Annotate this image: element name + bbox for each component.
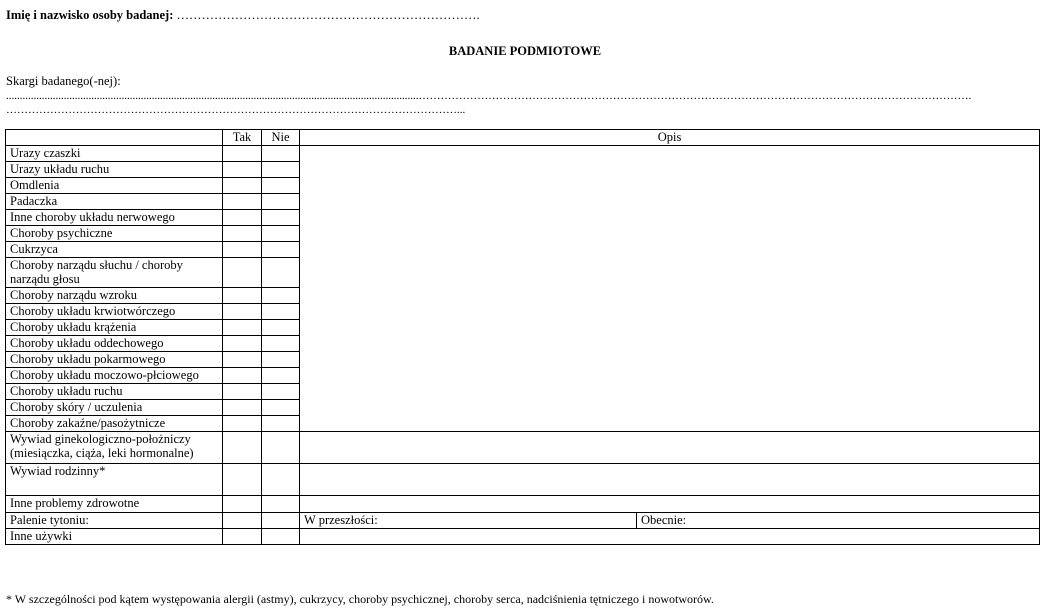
opis-cell[interactable] [300, 496, 1040, 513]
tak-cell[interactable] [223, 226, 262, 242]
nie-cell[interactable] [262, 529, 300, 545]
tak-cell[interactable] [223, 242, 262, 258]
nie-cell[interactable] [262, 178, 300, 194]
tak-cell[interactable] [223, 162, 262, 178]
header-nie: Nie [262, 130, 300, 146]
nie-cell[interactable] [262, 384, 300, 400]
nie-cell[interactable] [262, 368, 300, 384]
tak-cell[interactable] [223, 432, 262, 464]
header-condition [6, 130, 223, 146]
table-row-other-stimulants [6, 529, 1040, 545]
nie-cell[interactable] [262, 146, 300, 162]
other-stimulants-label: Inne używki [6, 529, 223, 545]
table-row-gyn-history [6, 432, 1040, 464]
complaints-label: Skargi badanego(-nej): [6, 74, 121, 88]
tak-cell[interactable] [223, 336, 262, 352]
other-health-label: Inne problemy zdrowotne [6, 496, 223, 513]
tak-cell[interactable] [223, 178, 262, 194]
condition-label: Choroby narządu słuchu / choroby narządu głosu [6, 258, 223, 288]
condition-label: Choroby zakaźne/pasożytnicze [6, 416, 223, 432]
nie-cell[interactable] [262, 464, 300, 496]
gyn-history-label: Wywiad ginekologiczno-położniczy (miesiączka, ciąża, leki hormonalne) [6, 432, 223, 464]
nie-cell[interactable] [262, 288, 300, 304]
tak-cell[interactable] [223, 513, 262, 529]
complaints-dots-line-2[interactable]: ……………………………………………………………………………………………………………... [6, 104, 466, 116]
header-tak: Tak [223, 130, 262, 146]
condition-label: Choroby układu krążenia [6, 320, 223, 336]
tak-cell[interactable] [223, 288, 262, 304]
person-name-dots[interactable]: ………………………………………………………………. [176, 8, 480, 22]
opis-cell[interactable] [300, 529, 1040, 545]
family-history-label: Wywiad rodzinny* [6, 464, 223, 496]
condition-label: Choroby psychiczne [6, 226, 223, 242]
condition-label: Choroby skóry / uczulenia [6, 400, 223, 416]
condition-label: Cukrzyca [6, 242, 223, 258]
condition-label: Choroby układu ruchu [6, 384, 223, 400]
tak-cell[interactable] [223, 400, 262, 416]
condition-label: Omdlenia [6, 178, 223, 194]
nie-cell[interactable] [262, 496, 300, 513]
complaints-dots-line-1[interactable]: ......................................................................................................................................................……………………………………………………………………………………………………………………………………. [6, 90, 972, 102]
tak-cell[interactable] [223, 210, 262, 226]
nie-cell[interactable] [262, 400, 300, 416]
nie-cell[interactable] [262, 352, 300, 368]
nie-cell[interactable] [262, 336, 300, 352]
nie-cell[interactable] [262, 513, 300, 529]
tak-cell[interactable] [223, 529, 262, 545]
nie-cell[interactable] [262, 242, 300, 258]
nie-cell[interactable] [262, 162, 300, 178]
tak-cell[interactable] [223, 194, 262, 210]
tak-cell[interactable] [223, 384, 262, 400]
tak-cell[interactable] [223, 146, 262, 162]
smoking-current-cell[interactable]: Obecnie: [637, 513, 1040, 529]
nie-cell[interactable] [262, 416, 300, 432]
nie-cell[interactable] [262, 304, 300, 320]
condition-label: Urazy czaszki [6, 146, 223, 162]
table-row-other-health [6, 496, 1040, 513]
condition-label: Choroby układu pokarmowego [6, 352, 223, 368]
tak-cell[interactable] [223, 368, 262, 384]
tak-cell[interactable] [223, 464, 262, 496]
tak-cell[interactable] [223, 496, 262, 513]
tak-cell[interactable] [223, 352, 262, 368]
condition-label: Urazy układu ruchu [6, 162, 223, 178]
condition-label: Choroby układu oddechowego [6, 336, 223, 352]
condition-label: Choroby narządu wzroku [6, 288, 223, 304]
header-opis: Opis [300, 130, 1040, 146]
person-name-line [6, 8, 480, 23]
tak-cell[interactable] [223, 320, 262, 336]
condition-label: Inne choroby układu nerwowego [6, 210, 223, 226]
tak-cell[interactable] [223, 304, 262, 320]
nie-cell[interactable] [262, 194, 300, 210]
nie-cell[interactable] [262, 432, 300, 464]
smoking-past-cell[interactable]: W przeszłości: [300, 513, 637, 529]
condition-label: Choroby układu moczowo-płciowego [6, 368, 223, 384]
footnote: * W szczególności pod kątem występowania alergii (astmy), cukrzycy, choroby psychicznej, choroby serca, nadciśnienia tętniczego i nowotworów. [6, 592, 714, 606]
history-table [5, 129, 1040, 545]
table-header-row [6, 130, 1040, 146]
opis-cell[interactable] [300, 432, 1040, 464]
condition-label: Padaczka [6, 194, 223, 210]
smoking-label: Palenie tytoniu: [6, 513, 223, 529]
table-row [6, 146, 1040, 162]
nie-cell[interactable] [262, 210, 300, 226]
tak-cell[interactable] [223, 258, 262, 288]
page-title: BADANIE PODMIOTOWE [448, 44, 602, 58]
nie-cell[interactable] [262, 226, 300, 242]
opis-cell[interactable] [300, 464, 1040, 496]
table-row-smoking [6, 513, 1040, 529]
nie-cell[interactable] [262, 320, 300, 336]
tak-cell[interactable] [223, 416, 262, 432]
condition-label: Choroby układu krwiotwórczego [6, 304, 223, 320]
table-row-family-history [6, 464, 1040, 496]
person-name-label: Imię i nazwisko osoby badanej: [6, 8, 174, 22]
opis-cell[interactable] [300, 146, 1040, 432]
nie-cell[interactable] [262, 258, 300, 288]
